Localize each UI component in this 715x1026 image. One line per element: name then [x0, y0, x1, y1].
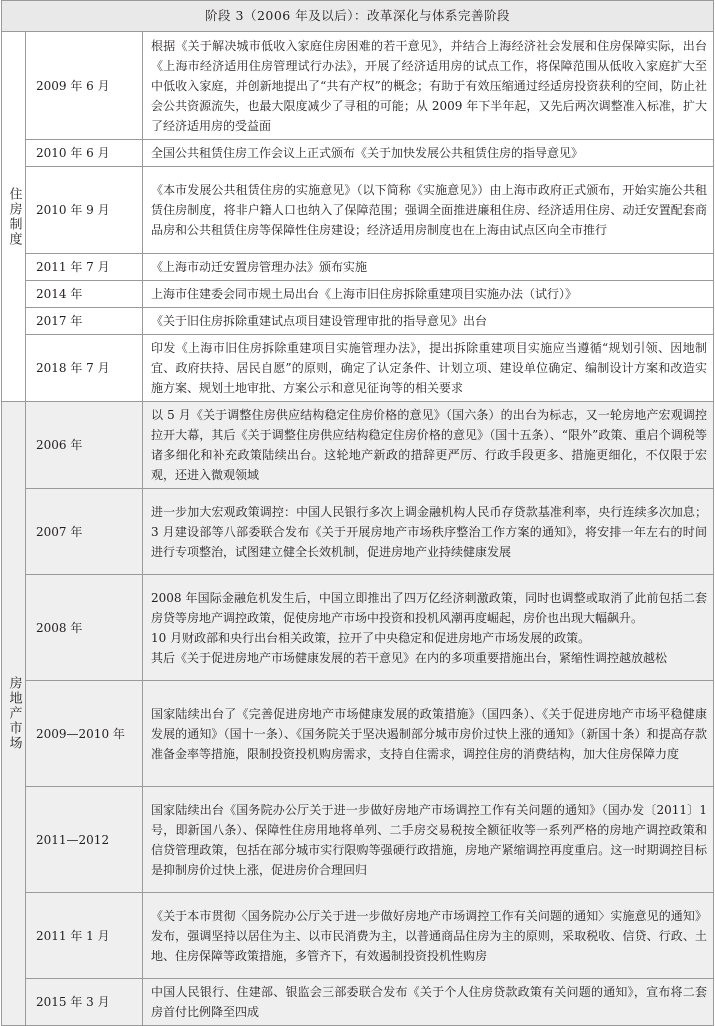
date-cell: 2015 年 3 月: [26, 979, 143, 1026]
category-cell: [2, 402, 26, 1026]
date-cell: 2010 年 9 月: [26, 167, 143, 254]
category-cell: [2, 32, 26, 402]
table-row: [2, 140, 714, 167]
table-row: [2, 787, 714, 893]
content-cell: 进一步加大宏观政策调控：中国人民银行多次上调金融机构人民币存贷款基准利率，央行连续多次加息；3 月建设部等八部委联合发布《关于开展房地产市场秩序整治工作方案的通知》，将安排一年左右的时间进行专项整治，试图建立健全长效机制，促进房地产业持续健康发展: [143, 489, 714, 575]
content-cell: 《关于旧住房拆除重建试点项目建设管理审批的指导意见》出台: [143, 308, 714, 335]
content-cell: 上海市住建委会同市规土局出台《上海市旧住房拆除重建项目实施办法（试行）》: [143, 281, 714, 308]
date-cell: 2007 年: [26, 489, 143, 575]
date-cell: 2011 年 7 月: [26, 254, 143, 281]
content-cell: 2008 年国际金融危机发生后，中国立即推出了四万亿经济刺激政策，同时也调整或取消了此前包括二套房贷等房地产调控政策，促使房地产市场中投资和投机风潮再度崛起，房价也出现大幅飙升。 10 月财政部和央行出台相关政策，拉开了中央稳定和促进房地产市场发展的政策。 其后《关于促进房地产市场健康发展的若干意见》在内的多项重要措施出台，紧缩性调控越放越松: [143, 575, 714, 681]
date-cell: 2009—2010 年: [26, 681, 143, 787]
date-cell: 2011 年 1 月: [26, 893, 143, 979]
content-cell: 印发《上海市旧住房拆除重建项目实施管理办法》，提出拆除重建项目实施应当遵循“规划引领、因地制宜、政府扶持、居民自愿”的原则，确定了认定条件、计划立项、建设单位确定、编制设计方案和改造实施方案、规划土地审批、方案公示和意见征询等的相关要求: [143, 335, 714, 402]
table-row: [2, 893, 714, 979]
table-row: [2, 335, 714, 402]
date-cell: 2006 年: [26, 402, 143, 489]
content-cell: 以 5 月《关于调整住房供应结构稳定住房价格的意见》（国六条）的出台为标志，又一轮房地产宏观调控拉开大幕，其后《关于调整住房供应结构稳定住房价格的意见》（国十五条）、“限外”政策、重启个调税等诸多细化和补充政策陆续出台。这轮地产新政的措辞更严厉、行政手段更多、措施更细化，不仅限于宏观，还进入微观领域: [143, 402, 714, 489]
content-cell: 根据《关于解决城市低收入家庭住房困难的若干意见》，并结合上海经济社会发展和住房保障实际，出台《上海市经济适用住房管理试行办法》，开展了经济适用房的试点工作，将保障范围从低收入家庭扩大至中低收入家庭，并创新地提出了“共有产权”的概念；有助于有效压缩通过经适房投资获利的空间，防止社会公共资源流失，也最大限度减少了寻租的可能；从 2009 年下半年起，又先后两次调整准入标准，扩大了经济适用房的受益面: [143, 32, 714, 140]
table-row: [2, 402, 714, 489]
table-row: [2, 167, 714, 254]
content-cell: 《关于本市贯彻〈国务院办公厅关于进一步做好房地产市场调控工作有关问题的通知〉实施意见的通知》发布，强调坚持以居住为主、以市民消费为主，以普通商品住房为主的原则，采取税收、信贷、行政、土地、住房保障等政策措施，多管齐下，有效遏制投资投机性购房: [143, 893, 714, 979]
category-label: 房地产市场: [6, 676, 22, 751]
table-row: [2, 32, 714, 140]
content-cell: 中国人民银行、住建部、银监会三部委联合发布《关于个人住房贷款政策有关问题的通知》，宣布将二套房首付比例降至四成: [143, 979, 714, 1026]
table-row: [2, 681, 714, 787]
date-cell: 2009 年 6 月: [26, 32, 143, 140]
table-row: [2, 308, 714, 335]
category-label: 住房制度: [6, 186, 22, 247]
content-cell: 国家陆续出台了《完善促进房地产市场健康发展的政策措施》（国四条）、《关于促进房地产市场平稳健康发展的通知》（国十一条）、《国务院关于坚决遏制部分城市房价过快上涨的通知》（新国十条）和提高存款准备金率等措施，限制投资投机购房需求，支持自住需求，调控住房的消费结构，加大住房保障力度: [143, 681, 714, 787]
date-cell: 2011—2012: [26, 787, 143, 893]
policy-table: [1, 0, 714, 1026]
date-cell: 2017 年: [26, 308, 143, 335]
content-cell: 《本市发展公共租赁住房的实施意见》（以下简称《实施意见》）由上海市政府正式颁布，开始实施公共租赁住房制度，将非户籍人口也纳入了保障范围；强调全面推进廉租住房、经济适用住房、动迁安置配套商品房和公共租赁住房等保障性住房建设；经济适用房制度也在上海由试点区向全市推行: [143, 167, 714, 254]
table-row: [2, 575, 714, 681]
date-cell: 2008 年: [26, 575, 143, 681]
table-row: [2, 254, 714, 281]
content-cell: 全国公共租赁住房工作会议上正式颁布《关于加快发展公共租赁住房的指导意见》: [143, 140, 714, 167]
date-cell: 2018 年 7 月: [26, 335, 143, 402]
table-row: [2, 489, 714, 575]
table-row: [2, 281, 714, 308]
content-cell: 国家陆续出台《国务院办公厅关于进一步做好房地产市场调控工作有关问题的通知》（国办发〔2011〕1 号，即新国八条）、保障性住房用地将单列、二手房交易税按全额征收等一系列严格的房地产调控政策和信贷管理政策，包括在部分城市实行限购等强硬行政措施，房地产紧缩调控再度重启。这一时期调控目标是抑制房价过快上涨，促进房价合理回归: [143, 787, 714, 893]
table-row: [2, 979, 714, 1026]
date-cell: 2014 年: [26, 281, 143, 308]
header-row: [2, 1, 714, 32]
stage-header: 阶段 3（2006 年及以后）：改革深化与体系完善阶段: [2, 1, 714, 32]
date-cell: 2010 年 6 月: [26, 140, 143, 167]
content-cell: 《上海市动迁安置房管理办法》颁布实施: [143, 254, 714, 281]
